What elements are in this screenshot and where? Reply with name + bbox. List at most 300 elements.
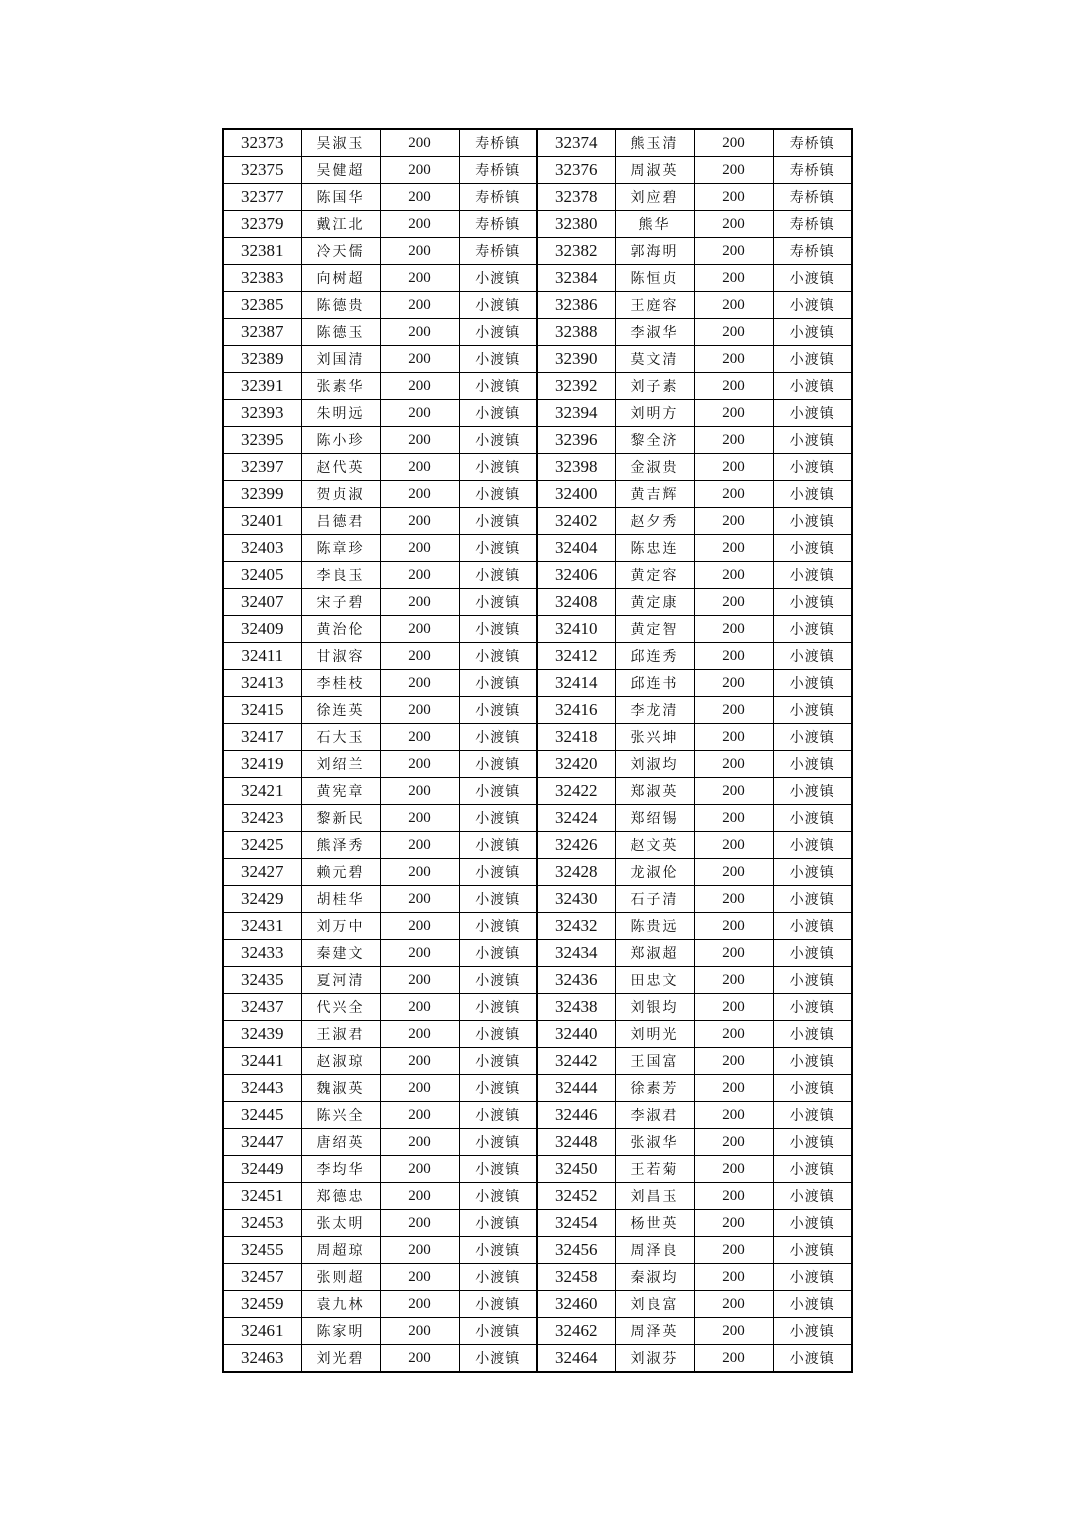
left-record-id-cell: 32429 <box>223 886 301 913</box>
table-row <box>223 454 852 481</box>
table-row <box>223 1156 852 1183</box>
left-amount-cell: 200 <box>380 454 459 481</box>
right-amount-cell: 200 <box>694 1129 773 1156</box>
right-person-name-cell: 黄吉辉 <box>615 481 694 508</box>
left-amount-cell: 200 <box>380 1183 459 1210</box>
left-person-name-cell: 李桂枝 <box>301 670 380 697</box>
left-record-id-cell: 32447 <box>223 1129 301 1156</box>
right-person-name-cell: 郑绍锡 <box>615 805 694 832</box>
table-row <box>223 373 852 400</box>
table-row <box>223 805 852 832</box>
right-town-cell: 小渡镇 <box>773 832 852 859</box>
left-town-cell: 小渡镇 <box>459 589 537 616</box>
left-record-id-cell: 32403 <box>223 535 301 562</box>
right-record-id-cell: 32434 <box>537 940 615 967</box>
left-town-cell: 小渡镇 <box>459 346 537 373</box>
left-town-cell: 小渡镇 <box>459 643 537 670</box>
right-person-name-cell: 李淑华 <box>615 319 694 346</box>
right-amount-cell: 200 <box>694 1048 773 1075</box>
right-person-name-cell: 刘良富 <box>615 1291 694 1318</box>
right-person-name-cell: 周泽良 <box>615 1237 694 1264</box>
left-record-id-cell: 32459 <box>223 1291 301 1318</box>
left-person-name-cell: 胡桂华 <box>301 886 380 913</box>
right-person-name-cell: 石子清 <box>615 886 694 913</box>
left-person-name-cell: 陈德玉 <box>301 319 380 346</box>
left-record-id-cell: 32383 <box>223 265 301 292</box>
left-record-id-cell: 32425 <box>223 832 301 859</box>
right-record-id-cell: 32448 <box>537 1129 615 1156</box>
left-record-id-cell: 32427 <box>223 859 301 886</box>
right-town-cell: 寿桥镇 <box>773 211 852 238</box>
right-person-name-cell: 李淑君 <box>615 1102 694 1129</box>
right-person-name-cell: 秦淑均 <box>615 1264 694 1291</box>
right-amount-cell: 200 <box>694 832 773 859</box>
right-record-id-cell: 32400 <box>537 481 615 508</box>
right-record-id-cell: 32384 <box>537 265 615 292</box>
right-amount-cell: 200 <box>694 481 773 508</box>
left-town-cell: 小渡镇 <box>459 454 537 481</box>
right-town-cell: 小渡镇 <box>773 1021 852 1048</box>
left-amount-cell: 200 <box>380 373 459 400</box>
left-record-id-cell: 32377 <box>223 184 301 211</box>
left-person-name-cell: 吕德君 <box>301 508 380 535</box>
left-person-name-cell: 赖元碧 <box>301 859 380 886</box>
left-person-name-cell: 陈章珍 <box>301 535 380 562</box>
table-row <box>223 643 852 670</box>
left-record-id-cell: 32451 <box>223 1183 301 1210</box>
left-record-id-cell: 32449 <box>223 1156 301 1183</box>
left-record-id-cell: 32395 <box>223 427 301 454</box>
table-row <box>223 265 852 292</box>
right-person-name-cell: 黄定康 <box>615 589 694 616</box>
right-person-name-cell: 邱连书 <box>615 670 694 697</box>
left-amount-cell: 200 <box>380 643 459 670</box>
right-town-cell: 小渡镇 <box>773 1075 852 1102</box>
left-amount-cell: 200 <box>380 859 459 886</box>
right-town-cell: 小渡镇 <box>773 643 852 670</box>
left-amount-cell: 200 <box>380 1264 459 1291</box>
right-person-name-cell: 周泽英 <box>615 1318 694 1345</box>
left-town-cell: 小渡镇 <box>459 1291 537 1318</box>
right-amount-cell: 200 <box>694 508 773 535</box>
table-row <box>223 184 852 211</box>
right-person-name-cell: 王庭容 <box>615 292 694 319</box>
left-amount-cell: 200 <box>380 400 459 427</box>
left-record-id-cell: 32417 <box>223 724 301 751</box>
left-amount-cell: 200 <box>380 1129 459 1156</box>
left-town-cell: 小渡镇 <box>459 1102 537 1129</box>
right-person-name-cell: 郑淑超 <box>615 940 694 967</box>
right-amount-cell: 200 <box>694 238 773 265</box>
left-town-cell: 小渡镇 <box>459 265 537 292</box>
table-row <box>223 859 852 886</box>
left-town-cell: 小渡镇 <box>459 1021 537 1048</box>
left-town-cell: 小渡镇 <box>459 427 537 454</box>
table-row <box>223 1102 852 1129</box>
left-amount-cell: 200 <box>380 508 459 535</box>
right-amount-cell: 200 <box>694 129 773 157</box>
left-record-id-cell: 32393 <box>223 400 301 427</box>
right-record-id-cell: 32428 <box>537 859 615 886</box>
table-row <box>223 1264 852 1291</box>
right-amount-cell: 200 <box>694 211 773 238</box>
left-town-cell: 小渡镇 <box>459 670 537 697</box>
left-town-cell: 小渡镇 <box>459 832 537 859</box>
right-amount-cell: 200 <box>694 400 773 427</box>
right-person-name-cell: 刘应碧 <box>615 184 694 211</box>
right-town-cell: 小渡镇 <box>773 1048 852 1075</box>
left-town-cell: 小渡镇 <box>459 1318 537 1345</box>
right-amount-cell: 200 <box>694 562 773 589</box>
right-amount-cell: 200 <box>694 724 773 751</box>
right-town-cell: 小渡镇 <box>773 967 852 994</box>
left-person-name-cell: 唐绍英 <box>301 1129 380 1156</box>
left-amount-cell: 200 <box>380 319 459 346</box>
right-amount-cell: 200 <box>694 1021 773 1048</box>
right-amount-cell: 200 <box>694 886 773 913</box>
right-amount-cell: 200 <box>694 967 773 994</box>
right-person-name-cell: 刘淑芬 <box>615 1345 694 1373</box>
left-person-name-cell: 张则超 <box>301 1264 380 1291</box>
right-amount-cell: 200 <box>694 373 773 400</box>
right-record-id-cell: 32406 <box>537 562 615 589</box>
left-amount-cell: 200 <box>380 1318 459 1345</box>
right-person-name-cell: 田忠文 <box>615 967 694 994</box>
left-amount-cell: 200 <box>380 913 459 940</box>
left-amount-cell: 200 <box>380 265 459 292</box>
right-record-id-cell: 32450 <box>537 1156 615 1183</box>
right-record-id-cell: 32394 <box>537 400 615 427</box>
left-amount-cell: 200 <box>380 697 459 724</box>
left-record-id-cell: 32461 <box>223 1318 301 1345</box>
right-amount-cell: 200 <box>694 1264 773 1291</box>
left-town-cell: 小渡镇 <box>459 319 537 346</box>
left-amount-cell: 200 <box>380 967 459 994</box>
left-person-name-cell: 赵淑琼 <box>301 1048 380 1075</box>
right-person-name-cell: 郑淑英 <box>615 778 694 805</box>
left-amount-cell: 200 <box>380 589 459 616</box>
left-record-id-cell: 32445 <box>223 1102 301 1129</box>
table-body <box>223 129 852 1372</box>
left-person-name-cell: 张素华 <box>301 373 380 400</box>
right-person-name-cell: 熊玉清 <box>615 129 694 157</box>
right-town-cell: 小渡镇 <box>773 940 852 967</box>
right-town-cell: 小渡镇 <box>773 778 852 805</box>
left-town-cell: 小渡镇 <box>459 292 537 319</box>
left-amount-cell: 200 <box>380 157 459 184</box>
right-town-cell: 小渡镇 <box>773 1210 852 1237</box>
left-town-cell: 小渡镇 <box>459 859 537 886</box>
left-town-cell: 小渡镇 <box>459 751 537 778</box>
right-amount-cell: 200 <box>694 751 773 778</box>
table-row <box>223 562 852 589</box>
right-amount-cell: 200 <box>694 346 773 373</box>
right-amount-cell: 200 <box>694 940 773 967</box>
table-row <box>223 1210 852 1237</box>
right-record-id-cell: 32432 <box>537 913 615 940</box>
right-record-id-cell: 32444 <box>537 1075 615 1102</box>
right-record-id-cell: 32426 <box>537 832 615 859</box>
right-record-id-cell: 32464 <box>537 1345 615 1373</box>
right-town-cell: 小渡镇 <box>773 508 852 535</box>
left-record-id-cell: 32421 <box>223 778 301 805</box>
right-amount-cell: 200 <box>694 1345 773 1373</box>
table-row <box>223 346 852 373</box>
left-amount-cell: 200 <box>380 184 459 211</box>
right-person-name-cell: 杨世英 <box>615 1210 694 1237</box>
left-town-cell: 小渡镇 <box>459 400 537 427</box>
left-person-name-cell: 吴健超 <box>301 157 380 184</box>
table-row <box>223 913 852 940</box>
left-town-cell: 寿桥镇 <box>459 211 537 238</box>
table-row <box>223 886 852 913</box>
left-record-id-cell: 32431 <box>223 913 301 940</box>
right-amount-cell: 200 <box>694 319 773 346</box>
right-amount-cell: 200 <box>694 643 773 670</box>
table-row <box>223 508 852 535</box>
right-record-id-cell: 32382 <box>537 238 615 265</box>
left-amount-cell: 200 <box>380 832 459 859</box>
right-person-name-cell: 陈贵远 <box>615 913 694 940</box>
right-amount-cell: 200 <box>694 454 773 481</box>
right-record-id-cell: 32452 <box>537 1183 615 1210</box>
table-row <box>223 778 852 805</box>
right-person-name-cell: 徐素芳 <box>615 1075 694 1102</box>
table-row <box>223 994 852 1021</box>
left-record-id-cell: 32437 <box>223 994 301 1021</box>
table-row <box>223 319 852 346</box>
left-amount-cell: 200 <box>380 427 459 454</box>
right-amount-cell: 200 <box>694 589 773 616</box>
right-record-id-cell: 32454 <box>537 1210 615 1237</box>
left-town-cell: 小渡镇 <box>459 1129 537 1156</box>
table-row <box>223 1075 852 1102</box>
left-amount-cell: 200 <box>380 1075 459 1102</box>
left-amount-cell: 200 <box>380 940 459 967</box>
left-person-name-cell: 吴淑玉 <box>301 129 380 157</box>
right-town-cell: 小渡镇 <box>773 994 852 1021</box>
left-person-name-cell: 朱明远 <box>301 400 380 427</box>
left-record-id-cell: 32433 <box>223 940 301 967</box>
left-person-name-cell: 黄宪章 <box>301 778 380 805</box>
right-record-id-cell: 32398 <box>537 454 615 481</box>
table-row <box>223 211 852 238</box>
right-person-name-cell: 王国富 <box>615 1048 694 1075</box>
beneficiary-table <box>222 128 853 1373</box>
left-person-name-cell: 黎新民 <box>301 805 380 832</box>
left-person-name-cell: 李均华 <box>301 1156 380 1183</box>
left-record-id-cell: 32373 <box>223 129 301 157</box>
table-row <box>223 1291 852 1318</box>
table-row <box>223 589 852 616</box>
left-town-cell: 小渡镇 <box>459 1264 537 1291</box>
left-town-cell: 小渡镇 <box>459 373 537 400</box>
table-row <box>223 1021 852 1048</box>
right-amount-cell: 200 <box>694 697 773 724</box>
right-amount-cell: 200 <box>694 859 773 886</box>
right-record-id-cell: 32436 <box>537 967 615 994</box>
right-town-cell: 寿桥镇 <box>773 184 852 211</box>
right-person-name-cell: 刘子素 <box>615 373 694 400</box>
right-town-cell: 小渡镇 <box>773 859 852 886</box>
left-amount-cell: 200 <box>380 1021 459 1048</box>
table-row <box>223 616 852 643</box>
right-record-id-cell: 32392 <box>537 373 615 400</box>
right-town-cell: 小渡镇 <box>773 886 852 913</box>
right-person-name-cell: 刘淑均 <box>615 751 694 778</box>
left-person-name-cell: 贺贞淑 <box>301 481 380 508</box>
right-record-id-cell: 32460 <box>537 1291 615 1318</box>
left-town-cell: 寿桥镇 <box>459 157 537 184</box>
left-amount-cell: 200 <box>380 292 459 319</box>
table-row <box>223 724 852 751</box>
left-person-name-cell: 袁九林 <box>301 1291 380 1318</box>
right-person-name-cell: 陈忠连 <box>615 535 694 562</box>
left-amount-cell: 200 <box>380 1345 459 1373</box>
right-record-id-cell: 32422 <box>537 778 615 805</box>
left-person-name-cell: 夏河清 <box>301 967 380 994</box>
left-person-name-cell: 戴江北 <box>301 211 380 238</box>
right-town-cell: 小渡镇 <box>773 724 852 751</box>
right-record-id-cell: 32424 <box>537 805 615 832</box>
table-row <box>223 751 852 778</box>
right-record-id-cell: 32386 <box>537 292 615 319</box>
left-record-id-cell: 32375 <box>223 157 301 184</box>
left-record-id-cell: 32413 <box>223 670 301 697</box>
left-amount-cell: 200 <box>380 238 459 265</box>
right-amount-cell: 200 <box>694 1075 773 1102</box>
left-record-id-cell: 32391 <box>223 373 301 400</box>
right-record-id-cell: 32376 <box>537 157 615 184</box>
left-town-cell: 小渡镇 <box>459 778 537 805</box>
left-town-cell: 小渡镇 <box>459 697 537 724</box>
right-record-id-cell: 32414 <box>537 670 615 697</box>
left-amount-cell: 200 <box>380 481 459 508</box>
left-person-name-cell: 黄治伦 <box>301 616 380 643</box>
right-town-cell: 小渡镇 <box>773 1345 852 1373</box>
left-record-id-cell: 32441 <box>223 1048 301 1075</box>
right-person-name-cell: 黄定智 <box>615 616 694 643</box>
right-town-cell: 小渡镇 <box>773 616 852 643</box>
left-person-name-cell: 代兴全 <box>301 994 380 1021</box>
right-person-name-cell: 黎全济 <box>615 427 694 454</box>
left-person-name-cell: 陈兴全 <box>301 1102 380 1129</box>
left-record-id-cell: 32411 <box>223 643 301 670</box>
right-amount-cell: 200 <box>694 805 773 832</box>
right-amount-cell: 200 <box>694 778 773 805</box>
right-town-cell: 小渡镇 <box>773 373 852 400</box>
right-amount-cell: 200 <box>694 184 773 211</box>
left-record-id-cell: 32381 <box>223 238 301 265</box>
right-record-id-cell: 32420 <box>537 751 615 778</box>
left-amount-cell: 200 <box>380 751 459 778</box>
table-row <box>223 292 852 319</box>
right-record-id-cell: 32396 <box>537 427 615 454</box>
left-town-cell: 寿桥镇 <box>459 238 537 265</box>
left-town-cell: 小渡镇 <box>459 562 537 589</box>
left-town-cell: 小渡镇 <box>459 724 537 751</box>
right-town-cell: 小渡镇 <box>773 589 852 616</box>
left-person-name-cell: 冷天儒 <box>301 238 380 265</box>
right-town-cell: 小渡镇 <box>773 562 852 589</box>
left-record-id-cell: 32385 <box>223 292 301 319</box>
right-town-cell: 小渡镇 <box>773 319 852 346</box>
left-amount-cell: 200 <box>380 1048 459 1075</box>
right-person-name-cell: 郭海明 <box>615 238 694 265</box>
right-town-cell: 寿桥镇 <box>773 157 852 184</box>
left-person-name-cell: 刘万中 <box>301 913 380 940</box>
table-row <box>223 1048 852 1075</box>
right-amount-cell: 200 <box>694 157 773 184</box>
left-record-id-cell: 32423 <box>223 805 301 832</box>
left-town-cell: 小渡镇 <box>459 1237 537 1264</box>
left-town-cell: 小渡镇 <box>459 805 537 832</box>
left-record-id-cell: 32399 <box>223 481 301 508</box>
left-amount-cell: 200 <box>380 562 459 589</box>
right-record-id-cell: 32380 <box>537 211 615 238</box>
right-record-id-cell: 32410 <box>537 616 615 643</box>
left-person-name-cell: 宋子碧 <box>301 589 380 616</box>
left-town-cell: 小渡镇 <box>459 1183 537 1210</box>
right-record-id-cell: 32374 <box>537 129 615 157</box>
right-town-cell: 小渡镇 <box>773 697 852 724</box>
table-row <box>223 481 852 508</box>
left-person-name-cell: 刘光碧 <box>301 1345 380 1373</box>
right-town-cell: 小渡镇 <box>773 292 852 319</box>
left-town-cell: 小渡镇 <box>459 913 537 940</box>
right-town-cell: 小渡镇 <box>773 805 852 832</box>
right-person-name-cell: 邱连秀 <box>615 643 694 670</box>
right-town-cell: 小渡镇 <box>773 670 852 697</box>
right-amount-cell: 200 <box>694 1237 773 1264</box>
right-person-name-cell: 陈恒贞 <box>615 265 694 292</box>
right-town-cell: 小渡镇 <box>773 913 852 940</box>
right-amount-cell: 200 <box>694 616 773 643</box>
left-record-id-cell: 32387 <box>223 319 301 346</box>
right-amount-cell: 200 <box>694 427 773 454</box>
table-row <box>223 697 852 724</box>
left-record-id-cell: 32457 <box>223 1264 301 1291</box>
left-amount-cell: 200 <box>380 346 459 373</box>
table-row <box>223 1237 852 1264</box>
left-person-name-cell: 周超琼 <box>301 1237 380 1264</box>
right-town-cell: 小渡镇 <box>773 1291 852 1318</box>
table-row <box>223 157 852 184</box>
left-town-cell: 寿桥镇 <box>459 129 537 157</box>
right-person-name-cell: 刘明光 <box>615 1021 694 1048</box>
right-record-id-cell: 32440 <box>537 1021 615 1048</box>
right-amount-cell: 200 <box>694 1156 773 1183</box>
right-record-id-cell: 32388 <box>537 319 615 346</box>
right-person-name-cell: 赵文英 <box>615 832 694 859</box>
left-amount-cell: 200 <box>380 616 459 643</box>
right-record-id-cell: 32442 <box>537 1048 615 1075</box>
right-record-id-cell: 32412 <box>537 643 615 670</box>
left-record-id-cell: 32443 <box>223 1075 301 1102</box>
table-row <box>223 940 852 967</box>
right-amount-cell: 200 <box>694 265 773 292</box>
left-person-name-cell: 刘绍兰 <box>301 751 380 778</box>
right-record-id-cell: 32402 <box>537 508 615 535</box>
right-person-name-cell: 赵夕秀 <box>615 508 694 535</box>
right-town-cell: 小渡镇 <box>773 1183 852 1210</box>
right-record-id-cell: 32458 <box>537 1264 615 1291</box>
right-amount-cell: 200 <box>694 994 773 1021</box>
left-amount-cell: 200 <box>380 1237 459 1264</box>
right-town-cell: 小渡镇 <box>773 1237 852 1264</box>
left-town-cell: 小渡镇 <box>459 1048 537 1075</box>
right-amount-cell: 200 <box>694 1210 773 1237</box>
